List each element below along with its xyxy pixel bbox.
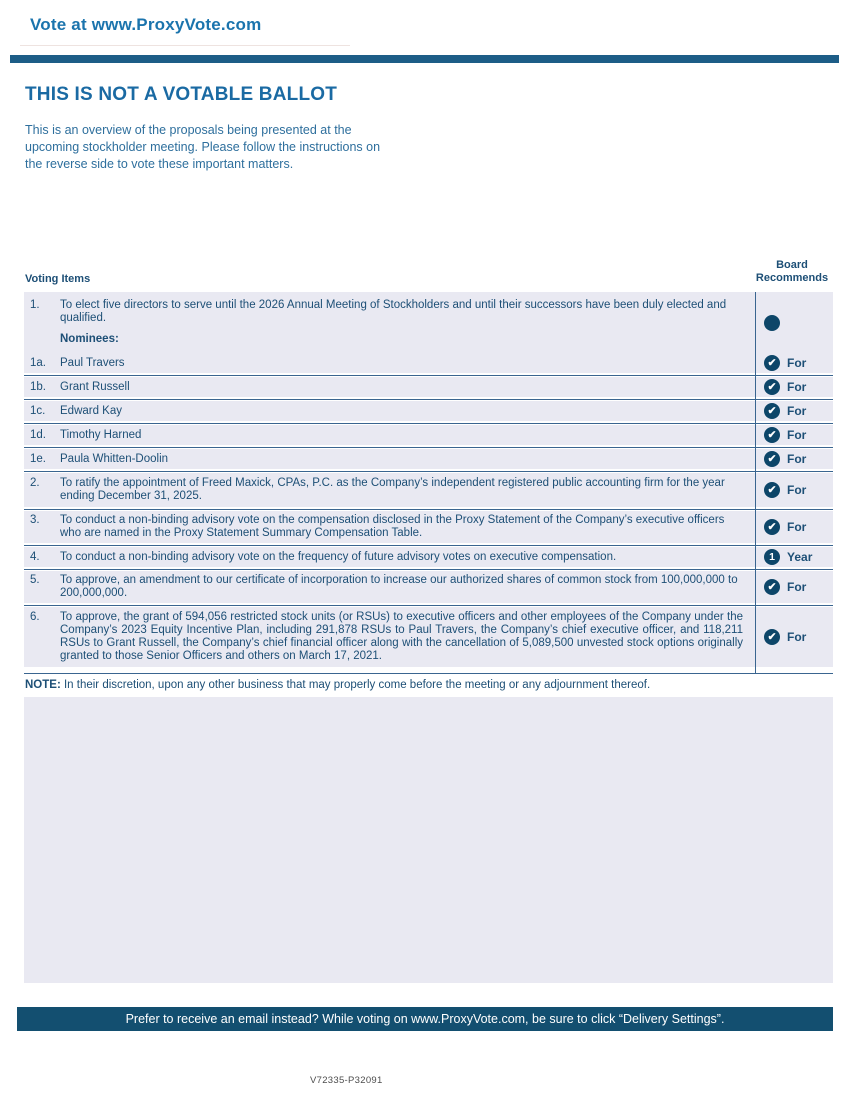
note-text: In their discretion, upon any other business that may properly come before the meeting or any adjournment thereof. (60, 679, 651, 691)
row-number: 3. (30, 514, 40, 526)
note-row (24, 674, 833, 697)
table-row (24, 607, 833, 667)
page-title: Vote at www.ProxyVote.com (30, 15, 262, 34)
recommendation-label: For (787, 452, 807, 466)
table-row (24, 377, 833, 397)
row-number: 1d. (30, 428, 46, 441)
table-row (24, 425, 833, 445)
table-row (24, 401, 833, 421)
intro-paragraph (25, 122, 380, 173)
table-column-headers (24, 252, 833, 286)
row-number: 1c. (30, 404, 46, 417)
row-text-wrap (60, 514, 743, 540)
recommendation-cell (755, 607, 833, 667)
for-check-icon: ✔ (764, 427, 780, 443)
table-row (24, 449, 833, 469)
recommendation-label: For (787, 428, 807, 442)
row-text-wrap (60, 299, 743, 346)
proposal-cell (24, 607, 755, 667)
proposal-cell (24, 511, 755, 543)
proposal-cell (24, 449, 755, 469)
header-divider-bar (10, 55, 839, 63)
row-text: To elect five directors to serve until the 2026 Annual Meeting of Stockholders and until their successors have been duly elected and qualified. (60, 299, 727, 324)
row-text-wrap (60, 574, 743, 600)
recommends-column-divider (755, 292, 756, 673)
row-text-wrap (60, 357, 743, 370)
row-number: 1. (30, 299, 40, 311)
row-separator (24, 423, 833, 424)
recommendation-cell (755, 292, 833, 353)
nominees-label: Nominees: (60, 333, 119, 345)
voting-table (24, 292, 833, 983)
recommendation-label: Year (787, 550, 813, 564)
recommendation-label: For (787, 483, 807, 497)
row-separator (24, 399, 833, 400)
recommendation-cell (755, 401, 833, 421)
proposal-cell (24, 425, 755, 445)
row-separator (24, 447, 833, 448)
row-text-wrap (60, 453, 743, 466)
row-number: 1b. (30, 380, 46, 393)
recommendation-cell (755, 511, 833, 543)
table-row (24, 473, 833, 507)
row-text: To approve, an amendment to our certificate of incorporation to increase our authorized shares of common stock from 100,000,000 to 200,000,000. (60, 574, 738, 599)
note-label: NOTE: (25, 679, 61, 691)
for-check-icon: ✔ (764, 403, 780, 419)
row-text: Paul Travers (60, 356, 125, 369)
proposal-cell (24, 547, 755, 567)
for-check-icon: ✔ (764, 482, 780, 498)
table-row (24, 353, 833, 373)
proposal-cell (24, 401, 755, 421)
recommendation-label: For (787, 630, 807, 644)
recommendation-cell (755, 473, 833, 507)
proposal-cell (24, 292, 755, 353)
recommendation-cell (755, 449, 833, 469)
faint-divider (20, 45, 350, 46)
recommendation-cell (755, 571, 833, 603)
row-number: 1a. (30, 356, 46, 369)
not-votable-heading: THIS IS NOT A VOTABLE BALLOT (25, 84, 338, 105)
row-text-wrap (60, 551, 743, 564)
row-text-wrap (60, 611, 743, 663)
table-row (24, 292, 833, 353)
table-bottom-gap (24, 667, 833, 673)
row-number: 6. (30, 611, 40, 623)
for-check-icon: ✔ (764, 579, 780, 595)
recommendation-icon (764, 315, 780, 331)
row-number: 2. (30, 477, 40, 489)
one-year-icon: 1 (764, 549, 780, 565)
row-number: 4. (30, 550, 40, 563)
recommendation-label: For (787, 520, 807, 534)
row-number: 5. (30, 574, 40, 586)
row-text: To conduct a non-binding advisory vote on the compensation disclosed in the Proxy Statement of the Company’s executive officers who are named in the Proxy Statement Summary Compensation Table. (60, 514, 725, 539)
intro-line: This is an overview of the proposals being presented at the (25, 123, 352, 137)
row-text: To approve, the grant of 594,056 restricted stock units (or RSUs) to executive officers and other employees of the Company under the Company’s 2023 Equity Incentive Plan, including 291,878 RSUs to Paul Travers, the Company’s chief executive officer, and 118,211 RSUs to Grant Russell, the Company’s chief financial officer along with the cancellation of 5,089,500 unvested stock options originally granted to those Senior Officers and others on March 17, 2021. (60, 611, 743, 662)
document-code: V72335-P32091 (310, 1075, 383, 1086)
recommendation-label: For (787, 356, 807, 370)
for-check-icon: ✔ (764, 519, 780, 535)
for-check-icon: ✔ (764, 379, 780, 395)
for-check-icon: ✔ (764, 355, 780, 371)
board-recommends-header: Board Recommends (755, 259, 829, 284)
row-text-wrap (60, 405, 743, 418)
row-text-wrap (60, 429, 743, 442)
proposal-cell (24, 377, 755, 397)
recommendation-label: For (787, 404, 807, 418)
row-text: Edward Kay (60, 404, 123, 417)
row-text: Timothy Harned (60, 428, 142, 441)
row-separator (24, 375, 833, 376)
recommendation-label: For (787, 580, 807, 594)
recommendation-label: For (787, 380, 807, 394)
row-separator (24, 605, 833, 606)
voting-rows (24, 292, 833, 673)
table-row (24, 547, 833, 567)
row-separator (24, 509, 833, 510)
row-separator (24, 569, 833, 570)
empty-shaded-area (24, 697, 833, 983)
proposal-cell (24, 353, 755, 373)
voting-items-header: Voting Items (25, 273, 91, 285)
row-number: 1e. (30, 452, 46, 465)
intro-line: upcoming stockholder meeting. Please follow the instructions on (25, 140, 381, 154)
recommendation-cell (755, 353, 833, 373)
recommendation-cell (755, 377, 833, 397)
row-text: To ratify the appointment of Freed Maxick, CPAs, P.C. as the Company’s independent registered public accounting firm for the year ending December 31, 2025. (60, 477, 725, 502)
row-text: To conduct a non-binding advisory vote on the frequency of future advisory votes on executive compensation. (60, 550, 617, 563)
row-separator (24, 545, 833, 546)
recommendation-cell (755, 547, 833, 567)
recommendation-cell (755, 425, 833, 445)
table-row (24, 511, 833, 543)
row-text-wrap (60, 477, 743, 503)
for-check-icon: ✔ (764, 629, 780, 645)
proposal-cell (24, 473, 755, 507)
row-text: Grant Russell (60, 380, 130, 393)
table-row (24, 571, 833, 603)
for-check-icon: ✔ (764, 451, 780, 467)
row-text: Paula Whitten-Doolin (60, 452, 169, 465)
email-preference-banner: Prefer to receive an email instead? While voting on www.ProxyVote.com, be sure to click “Delivery Settings”. (17, 1007, 833, 1031)
intro-line: the reverse side to vote these important matters. (25, 157, 294, 171)
row-separator (24, 471, 833, 472)
proposal-cell (24, 571, 755, 603)
row-text-wrap (60, 381, 743, 394)
